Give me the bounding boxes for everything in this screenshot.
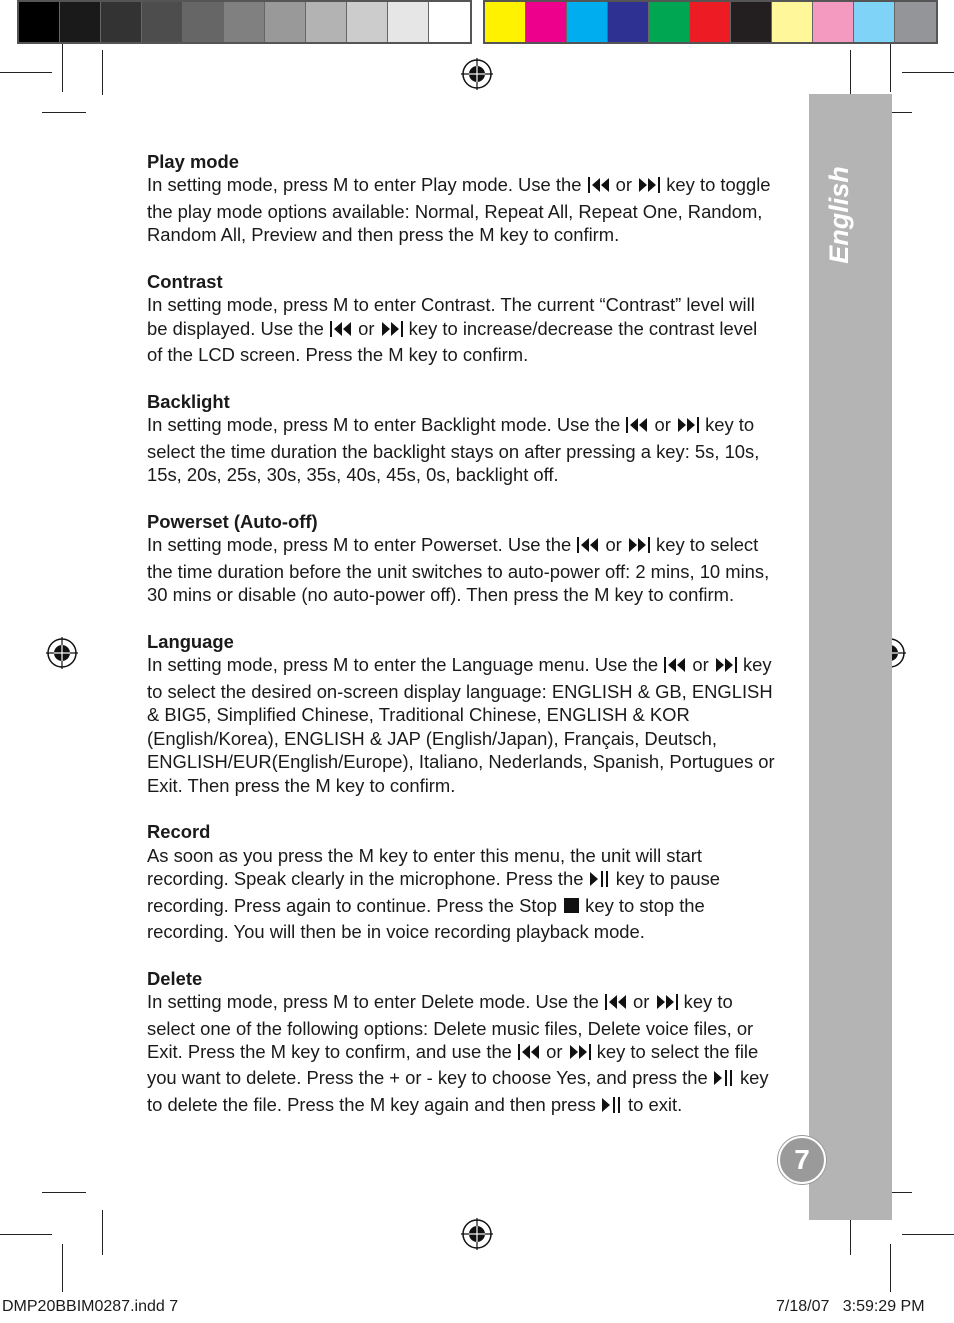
color-swatch xyxy=(567,2,608,42)
color-swatch xyxy=(772,2,813,42)
skip-next-icon xyxy=(380,320,404,343)
color-swatch xyxy=(690,2,731,42)
page-number-badge: 7 xyxy=(778,1136,826,1184)
gray-swatch xyxy=(388,2,429,42)
section-title: Language xyxy=(147,631,234,653)
crop-mark xyxy=(42,112,86,113)
skip-previous-icon xyxy=(625,416,649,439)
crop-mark xyxy=(0,1234,52,1235)
section-body: In setting mode, press M to enter Powerset. Use the or key to select the time duration before the unit switches to auto-power off: 2 mins, 10 mins, 30 mins or disable (no auto-power off). Then press the M key to confirm. xyxy=(147,534,770,606)
language-tab-label: English xyxy=(824,166,854,264)
gray-swatch xyxy=(19,2,60,42)
skip-next-icon xyxy=(714,656,738,679)
gray-swatch xyxy=(347,2,388,42)
gray-swatch xyxy=(60,2,101,42)
color-swatch xyxy=(895,2,936,42)
crop-mark xyxy=(890,1244,891,1292)
section-title: Contrast xyxy=(147,271,223,293)
crop-mark xyxy=(62,44,63,92)
crop-mark xyxy=(62,1244,63,1292)
play-pause-icon xyxy=(589,870,611,893)
color-swatch xyxy=(608,2,649,42)
color-swatch xyxy=(854,2,895,42)
skip-previous-icon xyxy=(663,656,687,679)
section-contrast xyxy=(147,270,775,367)
manual-content xyxy=(147,150,775,1143)
gray-swatch xyxy=(142,2,183,42)
skip-next-icon xyxy=(627,536,651,559)
crop-mark xyxy=(102,50,103,95)
section-body: In setting mode, press M to enter Delete mode. Use the or key to select one of the following options: Delete music files, Delete voice files, or Exit. Press the M key to confirm, and use the or key to select the file you want to delete. Press the + or - key to choose Yes, and press the key to delete the file. Press the M key again and then press to exit. xyxy=(147,990,775,1119)
skip-next-icon xyxy=(655,993,679,1016)
gray-swatch xyxy=(429,2,470,42)
skip-next-icon xyxy=(676,416,700,439)
gray-swatch xyxy=(265,2,306,42)
skip-previous-icon xyxy=(517,1043,541,1066)
print-slug-filename: DMP20BBIM0287.indd 7 xyxy=(2,1298,179,1315)
section-language xyxy=(147,630,775,797)
section-powerset xyxy=(147,510,775,607)
section-delete xyxy=(147,967,775,1119)
section-body: In setting mode, press M to enter Play mode. Use the or key to toggle the play mode options available: Normal, Repeat All, Repeat One, Random, Random All, Preview and then press the M key to confirm. xyxy=(147,174,771,246)
color-swatch xyxy=(649,2,690,42)
registration-mark-icon xyxy=(461,58,493,90)
section-title: Backlight xyxy=(147,391,230,413)
color-swatch xyxy=(813,2,854,42)
section-title: Powerset (Auto-off) xyxy=(147,511,318,533)
section-backlight xyxy=(147,390,775,487)
color-swatch xyxy=(526,2,567,42)
color-swatch-bar xyxy=(483,0,938,44)
stop-icon xyxy=(562,897,580,920)
crop-mark xyxy=(890,44,891,92)
skip-next-icon xyxy=(637,176,661,199)
section-record xyxy=(147,820,775,943)
section-body: In setting mode, press M to enter Backlight mode. Use the or key to select the time duration the backlight stays on after pressing a key: 5s, 10s, 15s, 20s, 25s, 30s, 35s, 40s, 45s, 0s, backlight off. xyxy=(147,414,760,486)
gray-swatch xyxy=(306,2,347,42)
skip-previous-icon xyxy=(587,176,611,199)
section-title: Play mode xyxy=(147,151,239,172)
crop-mark xyxy=(0,72,52,73)
section-body: In setting mode, press M to enter Contrast. The current “Contrast” level will be displayed. Use the or key to increase/decrease the contrast level of the LCD screen. Press the M key to confirm. xyxy=(147,294,758,366)
skip-previous-icon xyxy=(576,536,600,559)
gray-swatch xyxy=(224,2,265,42)
section-body: As soon as you press the M key to enter this menu, the unit will start recording. Speak clearly in the microphone. Press the key to pause recording. Press again to continue. Press the Stop key to stop the recording. You will then be in voice recording playback mode. xyxy=(147,844,721,942)
crop-mark xyxy=(902,1234,954,1235)
color-swatch xyxy=(731,2,772,42)
section-title: Delete xyxy=(147,967,203,989)
play-pause-icon xyxy=(713,1069,735,1092)
registration-mark-icon xyxy=(461,1218,493,1250)
crop-mark xyxy=(902,72,954,73)
gray-swatch xyxy=(101,2,142,42)
section-body: In setting mode, press M to enter the Language menu. Use the or key to select the desired on-screen display language: ENGLISH & GB, ENGLISH & BIG5, Simplified Chinese, Traditional Chinese, ENGLISH & KOR (English/Korea), ENGLISH & JAP (English/Japan), Français, Deutsch, ENGLISH/EUR(English/Europe), Italiano, Nederlands, Spanish, Portugues or Exit. Then press the M key to confirm. xyxy=(147,654,775,796)
section-title: Record xyxy=(147,821,211,843)
crop-mark xyxy=(42,1192,86,1193)
gray-swatch xyxy=(183,2,224,42)
skip-next-icon xyxy=(568,1043,592,1066)
gray-swatch-bar xyxy=(17,0,472,44)
color-swatch xyxy=(485,2,526,42)
print-slug-timestamp: 7/18/07 3:59:29 PM xyxy=(776,1298,925,1315)
crop-mark xyxy=(850,50,851,95)
skip-previous-icon xyxy=(329,320,353,343)
registration-mark-icon xyxy=(46,637,78,669)
play-pause-icon xyxy=(601,1096,623,1119)
skip-previous-icon xyxy=(604,993,628,1016)
section-play-mode xyxy=(147,150,775,247)
crop-mark xyxy=(102,1210,103,1255)
